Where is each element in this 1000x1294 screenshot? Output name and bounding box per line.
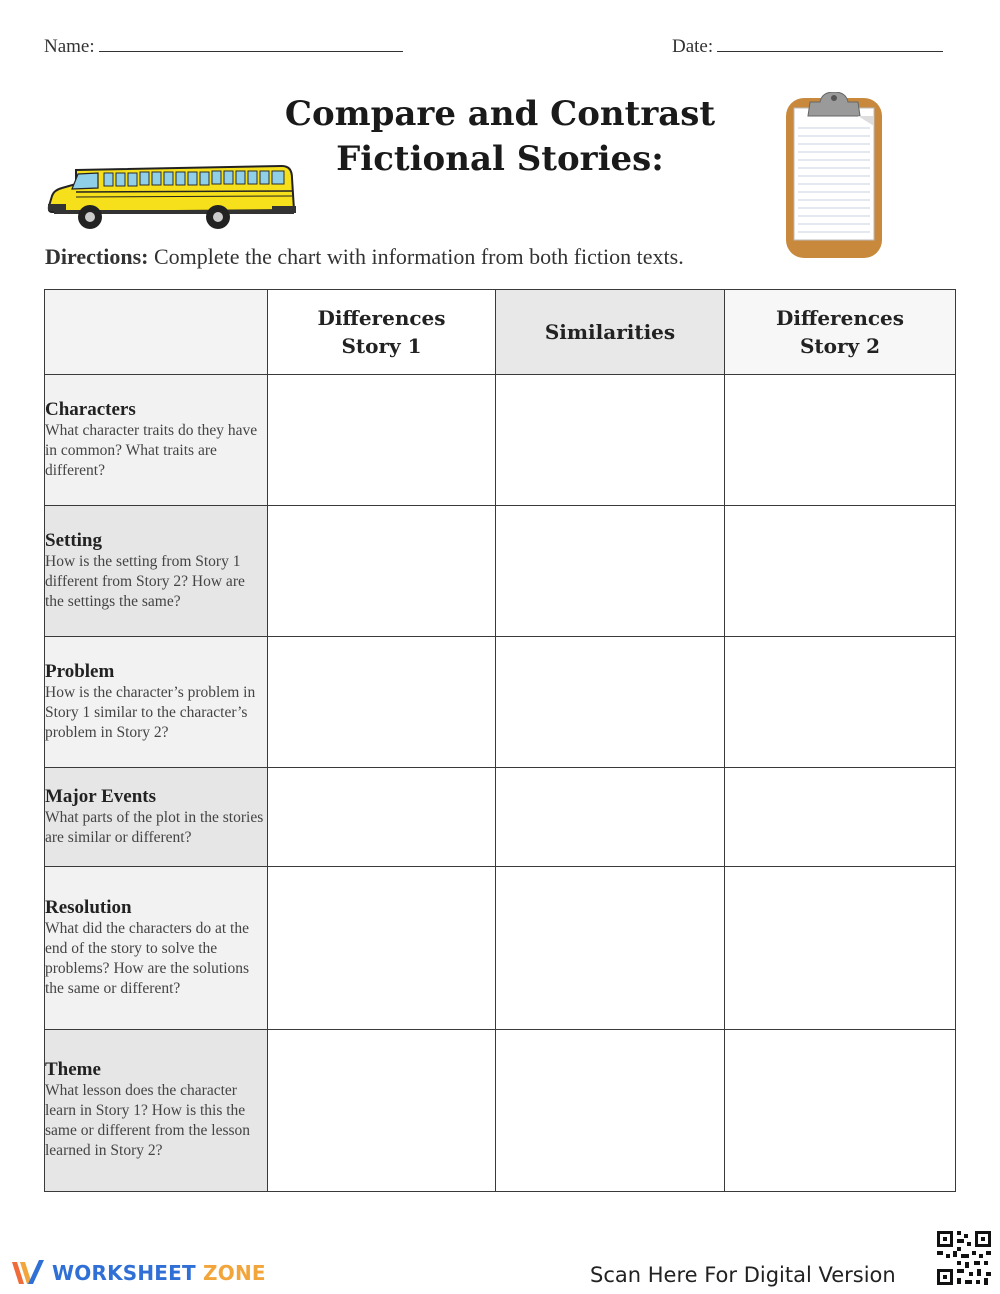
row-question: How is the character’s problem in Story 1 similar to the character’s problem in Story 2? xyxy=(45,683,256,741)
header-differences-story-2 xyxy=(725,290,956,375)
row-header-setting xyxy=(45,505,268,636)
scan-prompt: Scan Here For Digital Version xyxy=(590,1263,896,1287)
table-row xyxy=(45,375,956,506)
name-label: Name: xyxy=(44,36,95,57)
row-title: Problem xyxy=(45,660,115,682)
row-question: What lesson does the character learn in Story 1? How is this the same or different from the lesson learned in Story 2? xyxy=(45,1082,251,1160)
answer-cell-setting-similarities[interactable] xyxy=(496,505,725,636)
table-row xyxy=(45,1029,956,1191)
table-row xyxy=(45,767,956,866)
worksheet-zone-logo-icon xyxy=(10,1258,46,1288)
header-blank-cell xyxy=(45,290,268,375)
row-title: Major Events xyxy=(45,785,156,807)
row-header-characters xyxy=(45,375,268,506)
directions xyxy=(45,244,684,270)
table-row xyxy=(45,867,956,1029)
header-similarities xyxy=(496,290,725,375)
brand-part-1: WORKSHEET xyxy=(52,1261,196,1285)
date-blank-line[interactable] xyxy=(717,37,943,52)
directions-label: Directions: xyxy=(45,244,149,269)
answer-cell-characters-diff1[interactable] xyxy=(268,375,496,506)
table-row xyxy=(45,636,956,767)
name-field[interactable] xyxy=(44,36,403,58)
answer-cell-major-events-diff1[interactable] xyxy=(268,767,496,866)
title-line-2: Fictional Stories: xyxy=(336,139,664,179)
row-title: Resolution xyxy=(45,896,132,918)
row-title: Characters xyxy=(45,398,136,420)
brand-part-2: ZONE xyxy=(203,1261,266,1285)
school-bus-icon xyxy=(46,160,298,232)
answer-cell-major-events-diff2[interactable] xyxy=(725,767,956,866)
answer-cell-problem-similarities[interactable] xyxy=(496,636,725,767)
row-header-major-events xyxy=(45,767,268,866)
answer-cell-characters-diff2[interactable] xyxy=(725,375,956,506)
header-diff2-line1: Differences xyxy=(775,306,905,330)
answer-cell-resolution-diff2[interactable] xyxy=(725,867,956,1029)
clipboard-icon xyxy=(782,92,886,262)
worksheet-zone-logo[interactable] xyxy=(10,1258,266,1288)
date-label: Date: xyxy=(672,36,714,57)
header-sim-label: Similarities xyxy=(544,320,676,344)
answer-cell-theme-diff2[interactable] xyxy=(725,1029,956,1191)
directions-text: Complete the chart with information from both fiction texts. xyxy=(153,244,684,269)
answer-cell-problem-diff2[interactable] xyxy=(725,636,956,767)
answer-cell-resolution-diff1[interactable] xyxy=(268,867,496,1029)
title-line-1: Compare and Contrast xyxy=(284,94,716,134)
chart-header-row xyxy=(45,290,956,375)
qr-code-icon[interactable] xyxy=(934,1228,994,1288)
answer-cell-problem-diff1[interactable] xyxy=(268,636,496,767)
name-blank-line[interactable] xyxy=(99,37,403,52)
answer-cell-setting-diff1[interactable] xyxy=(268,505,496,636)
row-header-theme xyxy=(45,1029,268,1191)
header-differences-story-1 xyxy=(268,290,496,375)
answer-cell-resolution-similarities[interactable] xyxy=(496,867,725,1029)
answer-cell-theme-similarities[interactable] xyxy=(496,1029,725,1191)
answer-cell-setting-diff2[interactable] xyxy=(725,505,956,636)
row-question: What did the characters do at the end of the story to solve the problems? How are the solutions the same or different? xyxy=(45,919,250,997)
row-header-resolution xyxy=(45,867,268,1029)
table-row xyxy=(45,505,956,636)
worksheet-title xyxy=(230,92,770,182)
row-header-problem xyxy=(45,636,268,767)
header-diff2-line2: Story 2 xyxy=(799,334,881,358)
header-diff1-line2: Story 1 xyxy=(341,334,422,358)
answer-cell-characters-similarities[interactable] xyxy=(496,375,725,506)
compare-contrast-chart xyxy=(44,289,956,1192)
row-question: What parts of the plot in the stories are similar or different? xyxy=(45,808,264,846)
row-title: Setting xyxy=(45,529,102,551)
row-question: What character traits do they have in common? What traits are different? xyxy=(45,421,258,479)
date-field[interactable] xyxy=(672,36,943,58)
answer-cell-major-events-similarities[interactable] xyxy=(496,767,725,866)
header-diff1-line1: Differences xyxy=(317,306,446,330)
answer-cell-theme-diff1[interactable] xyxy=(268,1029,496,1191)
brand-name xyxy=(52,1261,266,1285)
row-title: Theme xyxy=(45,1059,101,1081)
row-question: How is the setting from Story 1 different from Story 2? How are the settings the same? xyxy=(45,552,245,610)
